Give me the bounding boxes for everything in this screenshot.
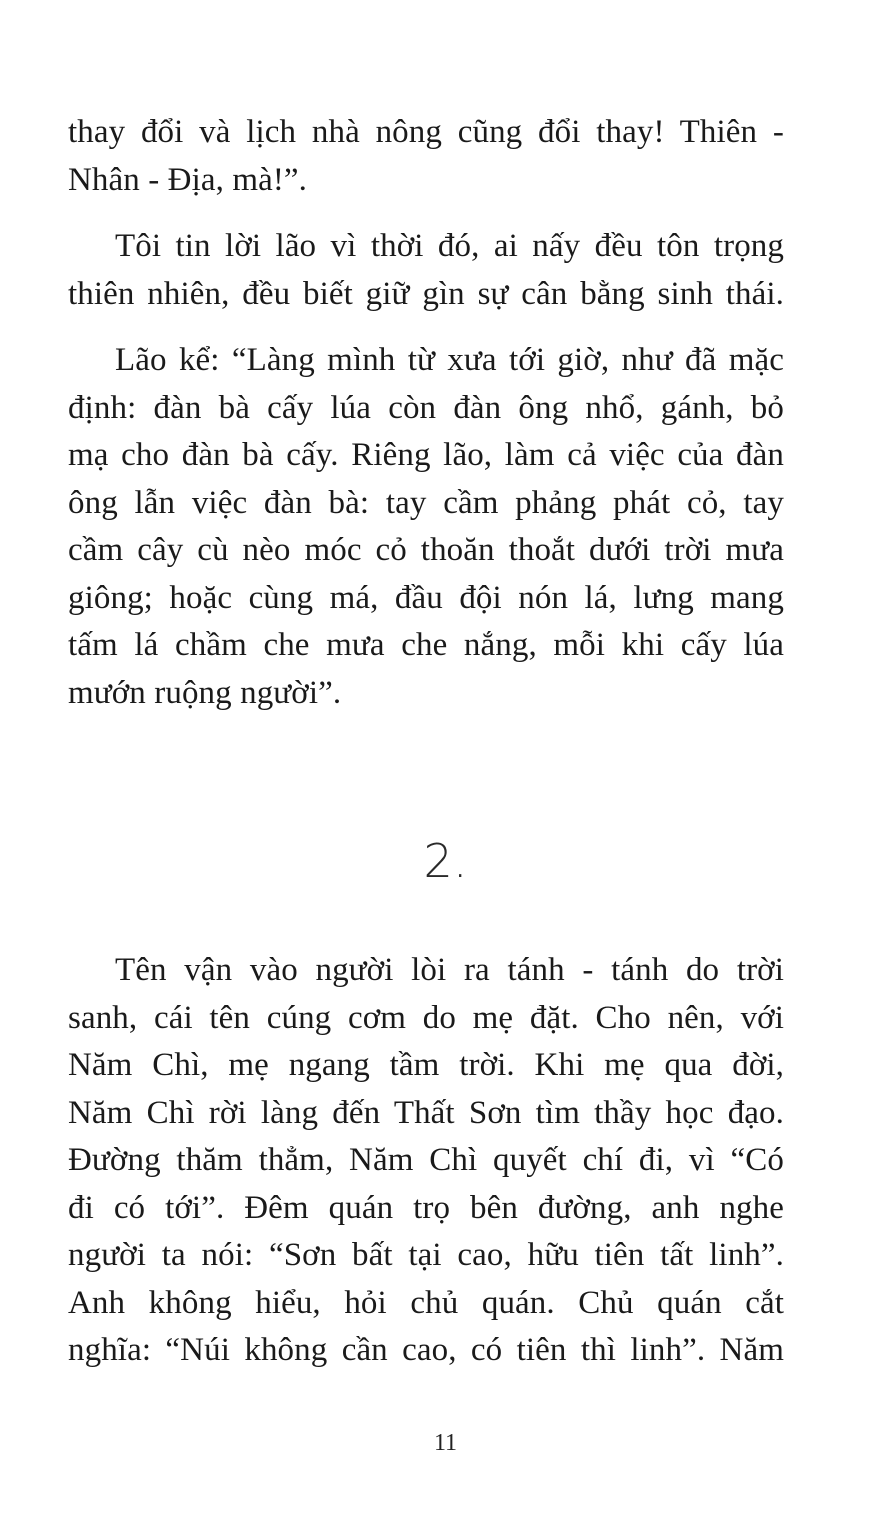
text-line: định: đàn bà cấy lúa còn đàn ông nhổ, gánh, bỏ <box>68 389 784 426</box>
section-1-text <box>68 109 784 717</box>
text-line: người ta nói: “Sơn bất tại cao, hữu tiên tất linh”. <box>68 1237 784 1273</box>
section-2-text <box>68 947 784 1375</box>
text-line: Nhân - Địa, mà!”. <box>68 161 308 198</box>
paragraph-2 <box>68 223 784 318</box>
text-line: Đường thăm thẳm, Năm Chì quyết chí đi, vì “Có <box>68 1142 784 1178</box>
text-line: đi có tới”. Đêm quán trọ bên đường, anh nghe <box>68 1189 784 1226</box>
text-line: mạ cho đàn bà cấy. Riêng lão, làm cả việc của đàn <box>68 437 784 473</box>
text-line: Lão kể: “Làng mình từ xưa tới giờ, như đã mặc <box>115 342 784 378</box>
text-line: mướn ruộng người”. <box>68 674 342 711</box>
text-line: thiên nhiên, đều biết giữ gìn sự cân bằng sinh thái. <box>68 275 784 312</box>
paragraph-3 <box>68 337 784 717</box>
section-number: 2. <box>423 834 468 888</box>
text-line: thay đổi và lịch nhà nông cũng đổi thay! Thiên - <box>68 114 784 150</box>
text-line: Năm Chì rời làng đến Thất Sơn tìm thầy học đạo. <box>68 1094 784 1131</box>
text-line: Năm Chì, mẹ ngang tầm trời. Khi mẹ qua đời, <box>68 1047 784 1083</box>
text-line: tấm lá chầm che mưa che nắng, mỗi khi cấy lúa <box>68 627 784 663</box>
text-line: Tên vận vào người lòi ra tánh - tánh do trời <box>115 952 784 988</box>
paragraph-1 <box>68 109 784 204</box>
text-line: Anh không hiểu, hỏi chủ quán. Chủ quán cắt <box>68 1284 784 1321</box>
text-line: Tôi tin lời lão vì thời đó, ai nấy đều tôn trọng <box>115 228 784 264</box>
text-line: giông; hoặc cùng má, đầu đội nón lá, lưng mang <box>68 579 784 616</box>
text-line: ông lẫn việc đàn bà: tay cầm phảng phát cỏ, tay <box>68 484 784 521</box>
page-number: 11 <box>433 1430 458 1456</box>
text-line: cầm cây cù nèo móc cỏ thoăn thoắt dưới trời mưa <box>68 532 784 568</box>
text-line: nghĩa: “Núi không cần cao, có tiên thì linh”. Năm <box>68 1332 784 1368</box>
text-line: sanh, cái tên cúng cơm do mẹ đặt. Cho nên, với <box>68 999 784 1036</box>
